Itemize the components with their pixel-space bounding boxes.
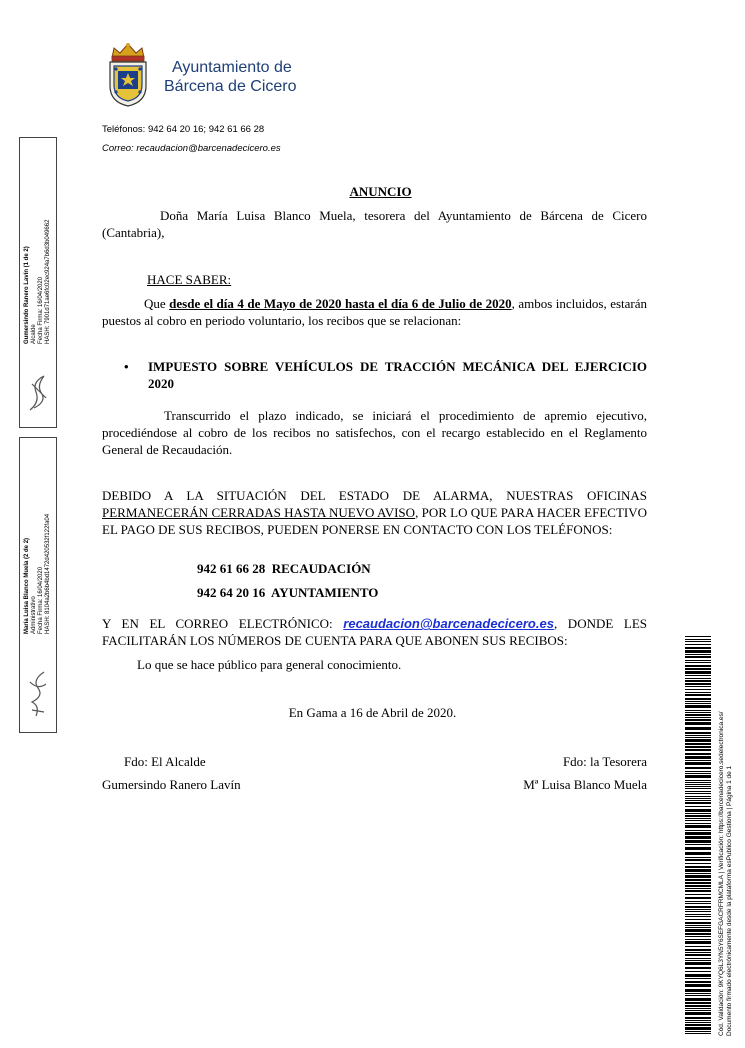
document-title: ANUNCIO <box>349 184 412 199</box>
alarm-underlined: PERMANECERÁN CERRADAS HASTA NUEVO AVISO <box>102 505 416 520</box>
stamp-2-line1: María Luisa Blanco Muela (2 de 2) <box>24 537 30 634</box>
stamp-1-line1: Gumersindo Ranero Lavín (1 de 2) <box>24 246 30 344</box>
signature-stamp-2 <box>19 437 57 733</box>
period-paragraph <box>102 295 647 329</box>
phone-ayuntamiento: 942 64 20 16 AYUNTAMIENTO <box>197 585 379 600</box>
email-label: Correo: <box>102 143 134 154</box>
date-line: En Gama a 16 de Abril de 2020. <box>288 705 457 720</box>
phone-recaudacion: 942 61 66 28 RECAUDACIÓN <box>197 561 371 576</box>
email-pre: Y EN EL CORREO ELECTRÓNICO: <box>102 616 333 631</box>
stamp-2-text <box>24 514 52 634</box>
org-name-line2: Bárcena de Cicero <box>164 78 297 95</box>
header-email[interactable]: recaudacion@barcenadecicero.es <box>136 143 281 154</box>
verification-line2: Documento firmado electrónicamente desde la plataforma esPublico Gestiona | Página 1 de 1 <box>726 765 733 1036</box>
email-post: , DONDE LES FACILITARÁN LOS NÚMEROS DE CUENTA PARA QUE ABONEN SUS RECIBOS: <box>102 616 648 648</box>
stamp-1-line3: Fecha Firma: 16/04/2020 <box>38 276 44 344</box>
left-signature-name: Gumersindo Ranero Lavín <box>102 777 241 792</box>
alarm-part1: DEBIDO A LA SITUACIÓN DEL ESTADO DE ALARMA, NUESTRAS OFICINAS <box>102 488 647 503</box>
bullet-marker: • <box>124 359 129 374</box>
procedure-paragraph <box>102 407 647 458</box>
signature-stamp-1 <box>19 137 57 428</box>
phones-line: Teléfonos: 942 64 20 16; 942 61 66 28 <box>102 124 265 135</box>
stamp-1-text <box>24 220 52 344</box>
coat-of-arms-logo <box>104 40 152 108</box>
verification-text <box>718 711 734 1036</box>
barcode <box>685 636 711 1036</box>
period-post: , ambos incluidos, estarán puestos al cobro en periodo voluntario, los recibos que se relacionan: <box>102 296 648 328</box>
contact-email-link[interactable]: recaudacion@barcenadecicero.es <box>343 616 554 631</box>
stamp-2-line4: HASH: 8104a2b6b4bd1472d420532f122fa04 <box>45 513 51 634</box>
signature-scribble-1 <box>26 364 50 416</box>
period-dates: desde el día 4 de Mayo de 2020 hasta el día 6 de Julio de 2020 <box>169 296 512 311</box>
public-notice: Lo que se hace público para general conocimiento. <box>137 657 402 672</box>
hace-saber: HACE SABER: <box>147 272 232 287</box>
right-signature-role: Fdo: la Tesorera <box>562 754 647 769</box>
alarm-paragraph <box>102 487 647 538</box>
org-name-line1: Ayuntamiento de <box>172 59 292 76</box>
email-line <box>102 143 281 154</box>
email-paragraph <box>102 615 647 649</box>
intro-paragraph <box>102 207 647 241</box>
left-signature-role: Fdo: El Alcalde <box>124 754 206 769</box>
procedure-text: Transcurrido el plazo indicado, se iniciará el procedimiento de apremio ejecutivo, procediéndose al cobro de los recibos no satisfechos, con el recargo establecido en el Reglamento General de Recaudación. <box>102 408 647 457</box>
verification-line1: Cód. Validación: 9KYQ6L3YN5Y6SEFGACRFRMCMLA | Verificación: https://barcenadecicero.sedelectronica.es/ <box>718 711 725 1036</box>
stamp-1-line2: Alcalde <box>31 324 37 344</box>
stamp-1-line4: HASH: 7901d71ae6fc02ec924a7b6d3b049662 <box>45 219 51 344</box>
bullet-item: IMPUESTO SOBRE VEHÍCULOS DE TRACCIÓN MECÁNICA DEL EJERCICIO 2020 <box>148 359 647 391</box>
right-signature-name: Mª Luisa Blanco Muela <box>523 777 647 792</box>
period-pre: Que <box>144 296 166 311</box>
stamp-2-line3: Fecha Firma: 16/04/2020 <box>38 566 44 634</box>
alarm-part2: , POR LO QUE PARA HACER EFECTIVO EL PAGO DE SUS RECIBOS, PUEDEN PONERSE EN CONTACTO CON LOS TELÉFONOS: <box>102 505 647 537</box>
intro-text: Doña María Luisa Blanco Muela, tesorera del Ayuntamiento de Bárcena de Cicero (Cantabria), <box>102 208 647 240</box>
stamp-2-line2: Administrativo <box>31 596 37 634</box>
